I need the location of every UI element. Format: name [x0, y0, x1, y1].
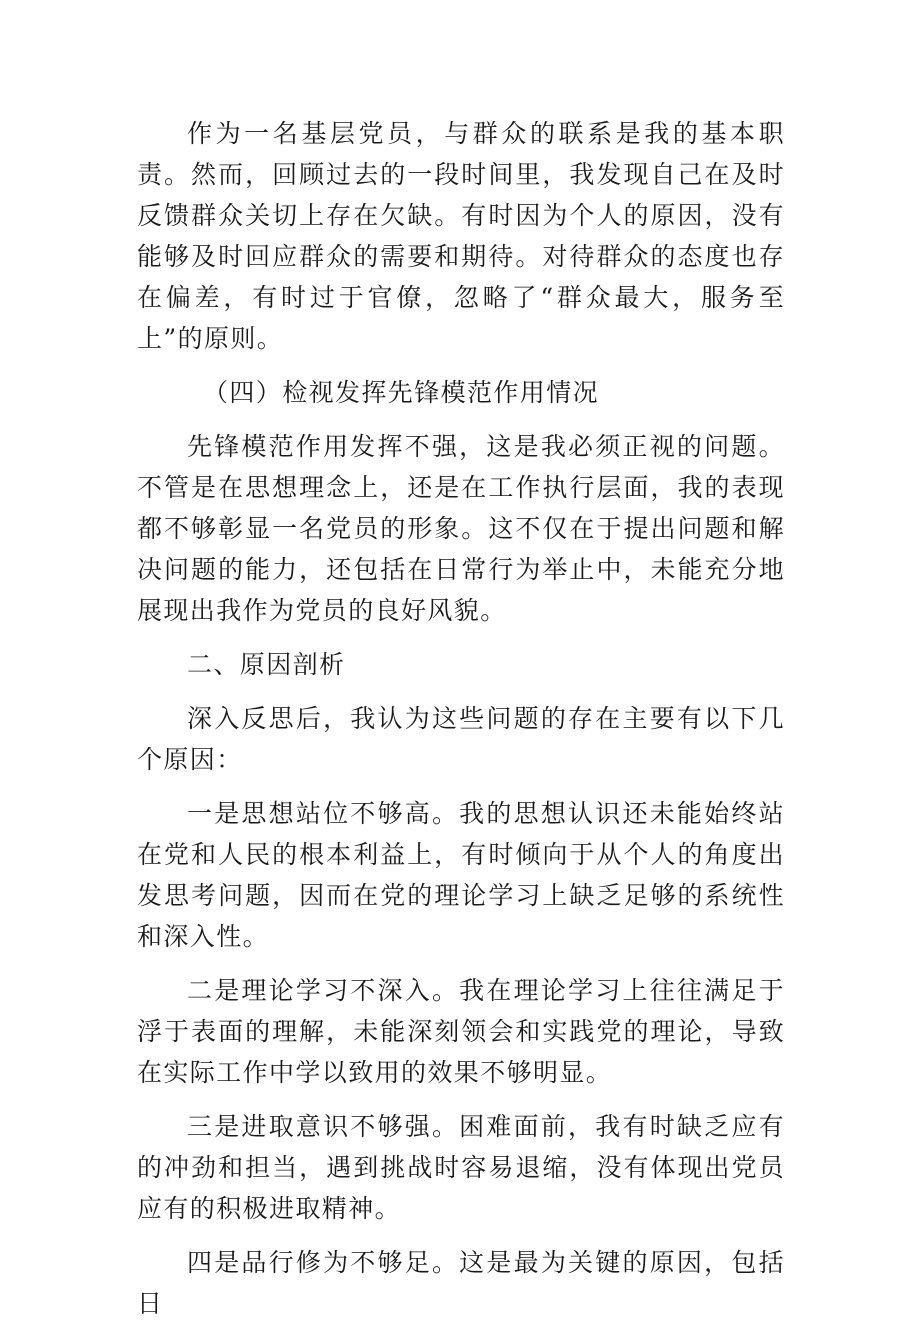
paragraph-cause-three: 三是进取意识不够强。困难面前，我有时缺乏应有的冲劲和担当，遇到挑战时容易退缩，没有体现出党员应有的积极进取精神。 [137, 1112, 785, 1223]
paragraph-cause-one: 一是思想站位不够高。我的思想认识还未能始终站在党和人民的根本利益上，有时倾向于从个人的角度出发思考问题，因而在党的理论学习上缺乏足够的系统性和深入性。 [137, 799, 785, 951]
heading-cause-analysis: 二、原因剖析 [187, 650, 346, 679]
paragraph-vanguard-role: 先锋模范作用发挥不强，这是我必须正视的问题。不管是在思想理念上，还是在工作执行层面，我的表现都不够彰显一名党员的形象。这不仅在于提出问题和解决问题的能力，还包括在日常行为举止中，未能充分地展现出我作为党员的良好风貌。 [137, 432, 785, 625]
paragraph-cause-four: 四是品行修为不够足。这是最为关键的原因，包括日 [137, 1248, 785, 1318]
paragraph-cause-intro: 深入反思后，我认为这些问题的存在主要有以下几个原因： [137, 704, 785, 774]
subheading-vanguard-role: （四）检视发挥先锋模范作用情况 [203, 378, 600, 407]
document-body [137, 113, 785, 1337]
paragraph-cause-two: 二是理论学习不深入。我在理论学习上往往满足于浮于表面的理解，未能深刻领会和实践党的理论，导致在实际工作中学以致用的效果不够明显。 [137, 976, 785, 1087]
paragraph-mass-contact: 作为一名基层党员，与群众的联系是我的基本职责。然而，回顾过去的一段时间里，我发现自己在及时反馈群众关切上存在欠缺。有时因为个人的原因，没有能够及时回应群众的需要和期待。对待群众的态度也存在偏差，有时过于官僚，忽略了“群众最大，服务至上”的原则。 [137, 119, 785, 353]
